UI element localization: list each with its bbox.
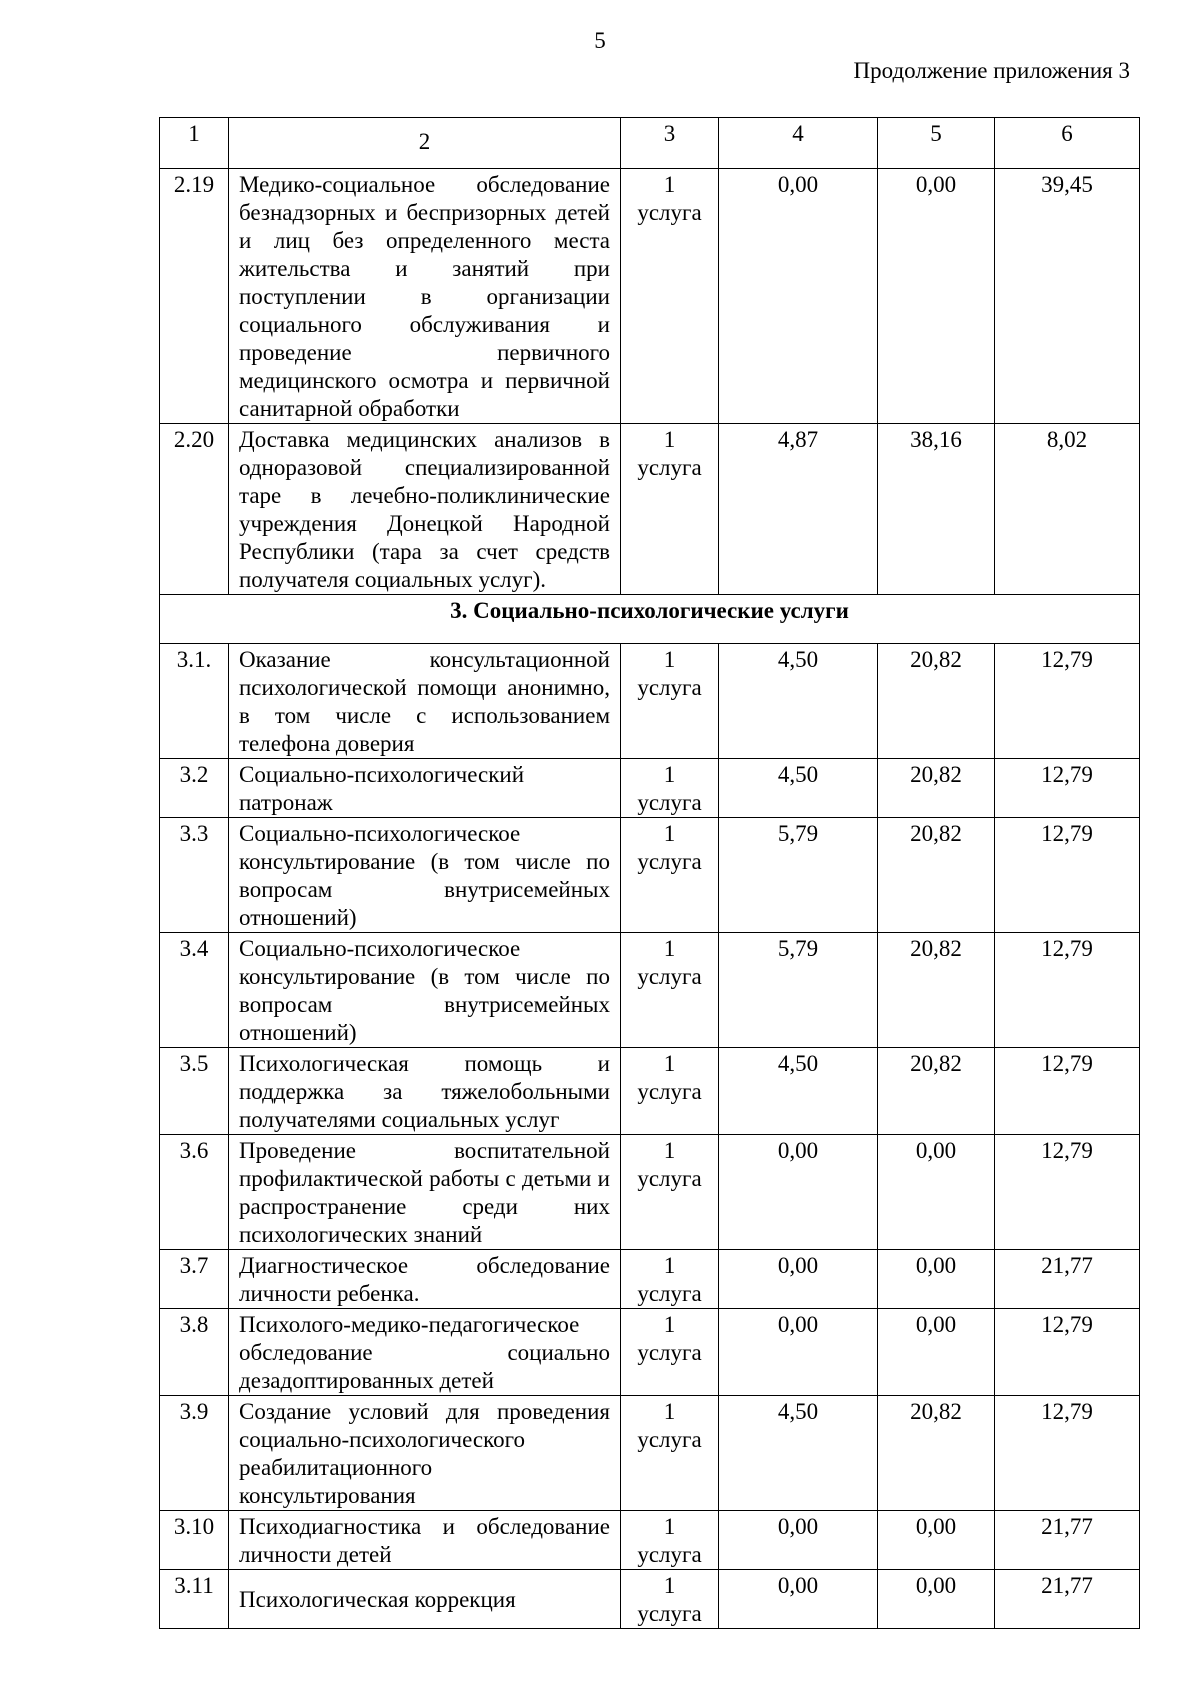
- table-row: [160, 759, 1140, 818]
- quantity: 1: [663, 647, 676, 672]
- quantity: 1: [663, 1253, 676, 1278]
- header-cell: 3: [621, 118, 719, 169]
- value-col5-cell: 20,82: [878, 818, 995, 933]
- table-row: [160, 1250, 1140, 1309]
- value-col5-cell: 0,00: [878, 1309, 995, 1396]
- value-col5-cell: 20,82: [878, 759, 995, 818]
- value-col5-cell: 0,00: [878, 169, 995, 424]
- quantity: 1: [663, 1514, 676, 1539]
- unit-label: услуга: [637, 1281, 702, 1306]
- unit-label: услуга: [637, 1427, 702, 1452]
- row-number-cell: 3.8: [160, 1309, 229, 1396]
- value-col5-cell: 0,00: [878, 1250, 995, 1309]
- header-cell: 6: [995, 118, 1140, 169]
- row-number-cell: 3.11: [160, 1570, 229, 1629]
- unit-label: услуга: [637, 1542, 702, 1567]
- unit-label: услуга: [637, 1601, 702, 1626]
- unit-cell: [621, 169, 719, 424]
- value-col6-cell: 12,79: [995, 933, 1140, 1048]
- table-row: [160, 424, 1140, 595]
- value-col6-cell: 12,79: [995, 644, 1140, 759]
- table-row: [160, 644, 1140, 759]
- unit-label: услуга: [637, 455, 702, 480]
- header-cell: 1: [160, 118, 229, 169]
- quantity: 1: [663, 172, 676, 197]
- unit-label: услуга: [637, 675, 702, 700]
- row-number-cell: 3.1.: [160, 644, 229, 759]
- unit-label: услуга: [637, 1079, 702, 1104]
- unit-cell: [621, 759, 719, 818]
- quantity: 1: [663, 1312, 676, 1337]
- service-name-cell: Социально-психологический патронаж: [229, 759, 621, 818]
- value-col6-cell: 21,77: [995, 1570, 1140, 1629]
- value-col5-cell: 20,82: [878, 644, 995, 759]
- value-col6-cell: 12,79: [995, 1309, 1140, 1396]
- value-col4-cell: 0,00: [719, 1250, 878, 1309]
- value-col4-cell: 4,87: [719, 424, 878, 595]
- value-col5-cell: 0,00: [878, 1511, 995, 1570]
- service-name-cell: Диагностическое обследование личности ребенка.: [229, 1250, 621, 1309]
- value-col4-cell: 4,50: [719, 759, 878, 818]
- continuation-label: Продолжение приложения 3: [853, 58, 1130, 83]
- value-col6-cell: 12,79: [995, 1048, 1140, 1135]
- service-name-cell: Проведение воспитательной профилактической работы с детьми и распространение среди них психологических знаний: [229, 1135, 621, 1250]
- table-row: [160, 1396, 1140, 1511]
- row-number-cell: 3.4: [160, 933, 229, 1048]
- unit-label: услуга: [637, 1166, 702, 1191]
- value-col6-cell: 21,77: [995, 1511, 1140, 1570]
- services-table: [159, 117, 1140, 1629]
- value-col4-cell: 4,50: [719, 1048, 878, 1135]
- row-number-cell: 3.6: [160, 1135, 229, 1250]
- service-name-cell: Социально-психологическое консультирование (в том числе по вопросам внутрисемейных отношений): [229, 818, 621, 933]
- row-number-cell: 3.5: [160, 1048, 229, 1135]
- unit-label: услуга: [637, 200, 702, 225]
- unit-cell: [621, 1570, 719, 1629]
- unit-cell: [621, 1511, 719, 1570]
- value-col4-cell: 5,79: [719, 933, 878, 1048]
- row-number-cell: 2.19: [160, 169, 229, 424]
- table-row: [160, 933, 1140, 1048]
- service-name-cell: Психологическая коррекция: [229, 1570, 621, 1629]
- value-col4-cell: 5,79: [719, 818, 878, 933]
- service-name-cell: Психологическая помощь и поддержка за тяжелобольными получателями социальных услуг: [229, 1048, 621, 1135]
- value-col6-cell: 12,79: [995, 759, 1140, 818]
- quantity: 1: [663, 821, 676, 846]
- service-name-cell: Медико-социальное обследование безнадзорных и беспризорных детей и лиц без определенного места жительства и занятий при поступлении в организации социального обслуживания и проведение первичного медицинского осмотра и первичной санитарной обработки: [229, 169, 621, 424]
- service-name-cell: Психолого-медико-педагогическое обследование социально дезадоптированных детей: [229, 1309, 621, 1396]
- value-col4-cell: 0,00: [719, 1309, 878, 1396]
- service-name-cell: Создание условий для проведения социально-психологического реабилитационного консультирования: [229, 1396, 621, 1511]
- value-col6-cell: 21,77: [995, 1250, 1140, 1309]
- unit-label: услуга: [637, 1340, 702, 1365]
- row-number-cell: 3.3: [160, 818, 229, 933]
- value-col4-cell: 4,50: [719, 644, 878, 759]
- value-col4-cell: 0,00: [719, 169, 878, 424]
- section-title: 3. Социально-психологические услуги: [160, 595, 1140, 644]
- table-row: [160, 169, 1140, 424]
- page-number: 5: [594, 28, 606, 53]
- unit-cell: [621, 1048, 719, 1135]
- value-col6-cell: 8,02: [995, 424, 1140, 595]
- unit-label: услуга: [637, 790, 702, 815]
- quantity: 1: [663, 427, 676, 452]
- value-col4-cell: 0,00: [719, 1135, 878, 1250]
- table-row: [160, 1309, 1140, 1396]
- value-col5-cell: 0,00: [878, 1135, 995, 1250]
- service-name-cell: Социально-психологическое консультирование (в том числе по вопросам внутрисемейных отношений): [229, 933, 621, 1048]
- quantity: 1: [663, 936, 676, 961]
- service-name-cell: Психодиагностика и обследование личности детей: [229, 1511, 621, 1570]
- quantity: 1: [663, 762, 676, 787]
- unit-cell: [621, 1135, 719, 1250]
- unit-label: услуга: [637, 849, 702, 874]
- table-row: [160, 1570, 1140, 1629]
- value-col4-cell: 0,00: [719, 1511, 878, 1570]
- header-cell: 2: [229, 118, 621, 169]
- value-col6-cell: 39,45: [995, 169, 1140, 424]
- table-row: [160, 1048, 1140, 1135]
- value-col6-cell: 12,79: [995, 818, 1140, 933]
- unit-cell: [621, 818, 719, 933]
- quantity: 1: [663, 1138, 676, 1163]
- value-col4-cell: 4,50: [719, 1396, 878, 1511]
- value-col5-cell: 0,00: [878, 1570, 995, 1629]
- quantity: 1: [663, 1573, 676, 1598]
- unit-cell: [621, 644, 719, 759]
- quantity: 1: [663, 1399, 676, 1424]
- value-col4-cell: 0,00: [719, 1570, 878, 1629]
- unit-label: услуга: [637, 964, 702, 989]
- table-row: [160, 1135, 1140, 1250]
- unit-cell: [621, 1396, 719, 1511]
- header-cell: 4: [719, 118, 878, 169]
- service-name-cell: Оказание консультационной психологической помощи анонимно, в том числе с использованием телефона доверия: [229, 644, 621, 759]
- value-col6-cell: 12,79: [995, 1396, 1140, 1511]
- value-col6-cell: 12,79: [995, 1135, 1140, 1250]
- unit-cell: [621, 933, 719, 1048]
- row-number-cell: 2.20: [160, 424, 229, 595]
- row-number-cell: 3.7: [160, 1250, 229, 1309]
- unit-cell: [621, 424, 719, 595]
- unit-cell: [621, 1309, 719, 1396]
- header-row: [160, 118, 1140, 169]
- value-col5-cell: 20,82: [878, 1396, 995, 1511]
- table-row: [160, 818, 1140, 933]
- unit-cell: [621, 1250, 719, 1309]
- row-number-cell: 3.2: [160, 759, 229, 818]
- quantity: 1: [663, 1051, 676, 1076]
- row-number-cell: 3.10: [160, 1511, 229, 1570]
- row-number-cell: 3.9: [160, 1396, 229, 1511]
- service-name-cell: Доставка медицинских анализов в одноразовой специализированной таре в лечебно-поликлинические учреждения Донецкой Народной Республики (тара за счет средств получателя социальных услуг).: [229, 424, 621, 595]
- section-row: [160, 595, 1140, 644]
- header-cell: 5: [878, 118, 995, 169]
- table-row: [160, 1511, 1140, 1570]
- value-col5-cell: 20,82: [878, 1048, 995, 1135]
- value-col5-cell: 20,82: [878, 933, 995, 1048]
- value-col5-cell: 38,16: [878, 424, 995, 595]
